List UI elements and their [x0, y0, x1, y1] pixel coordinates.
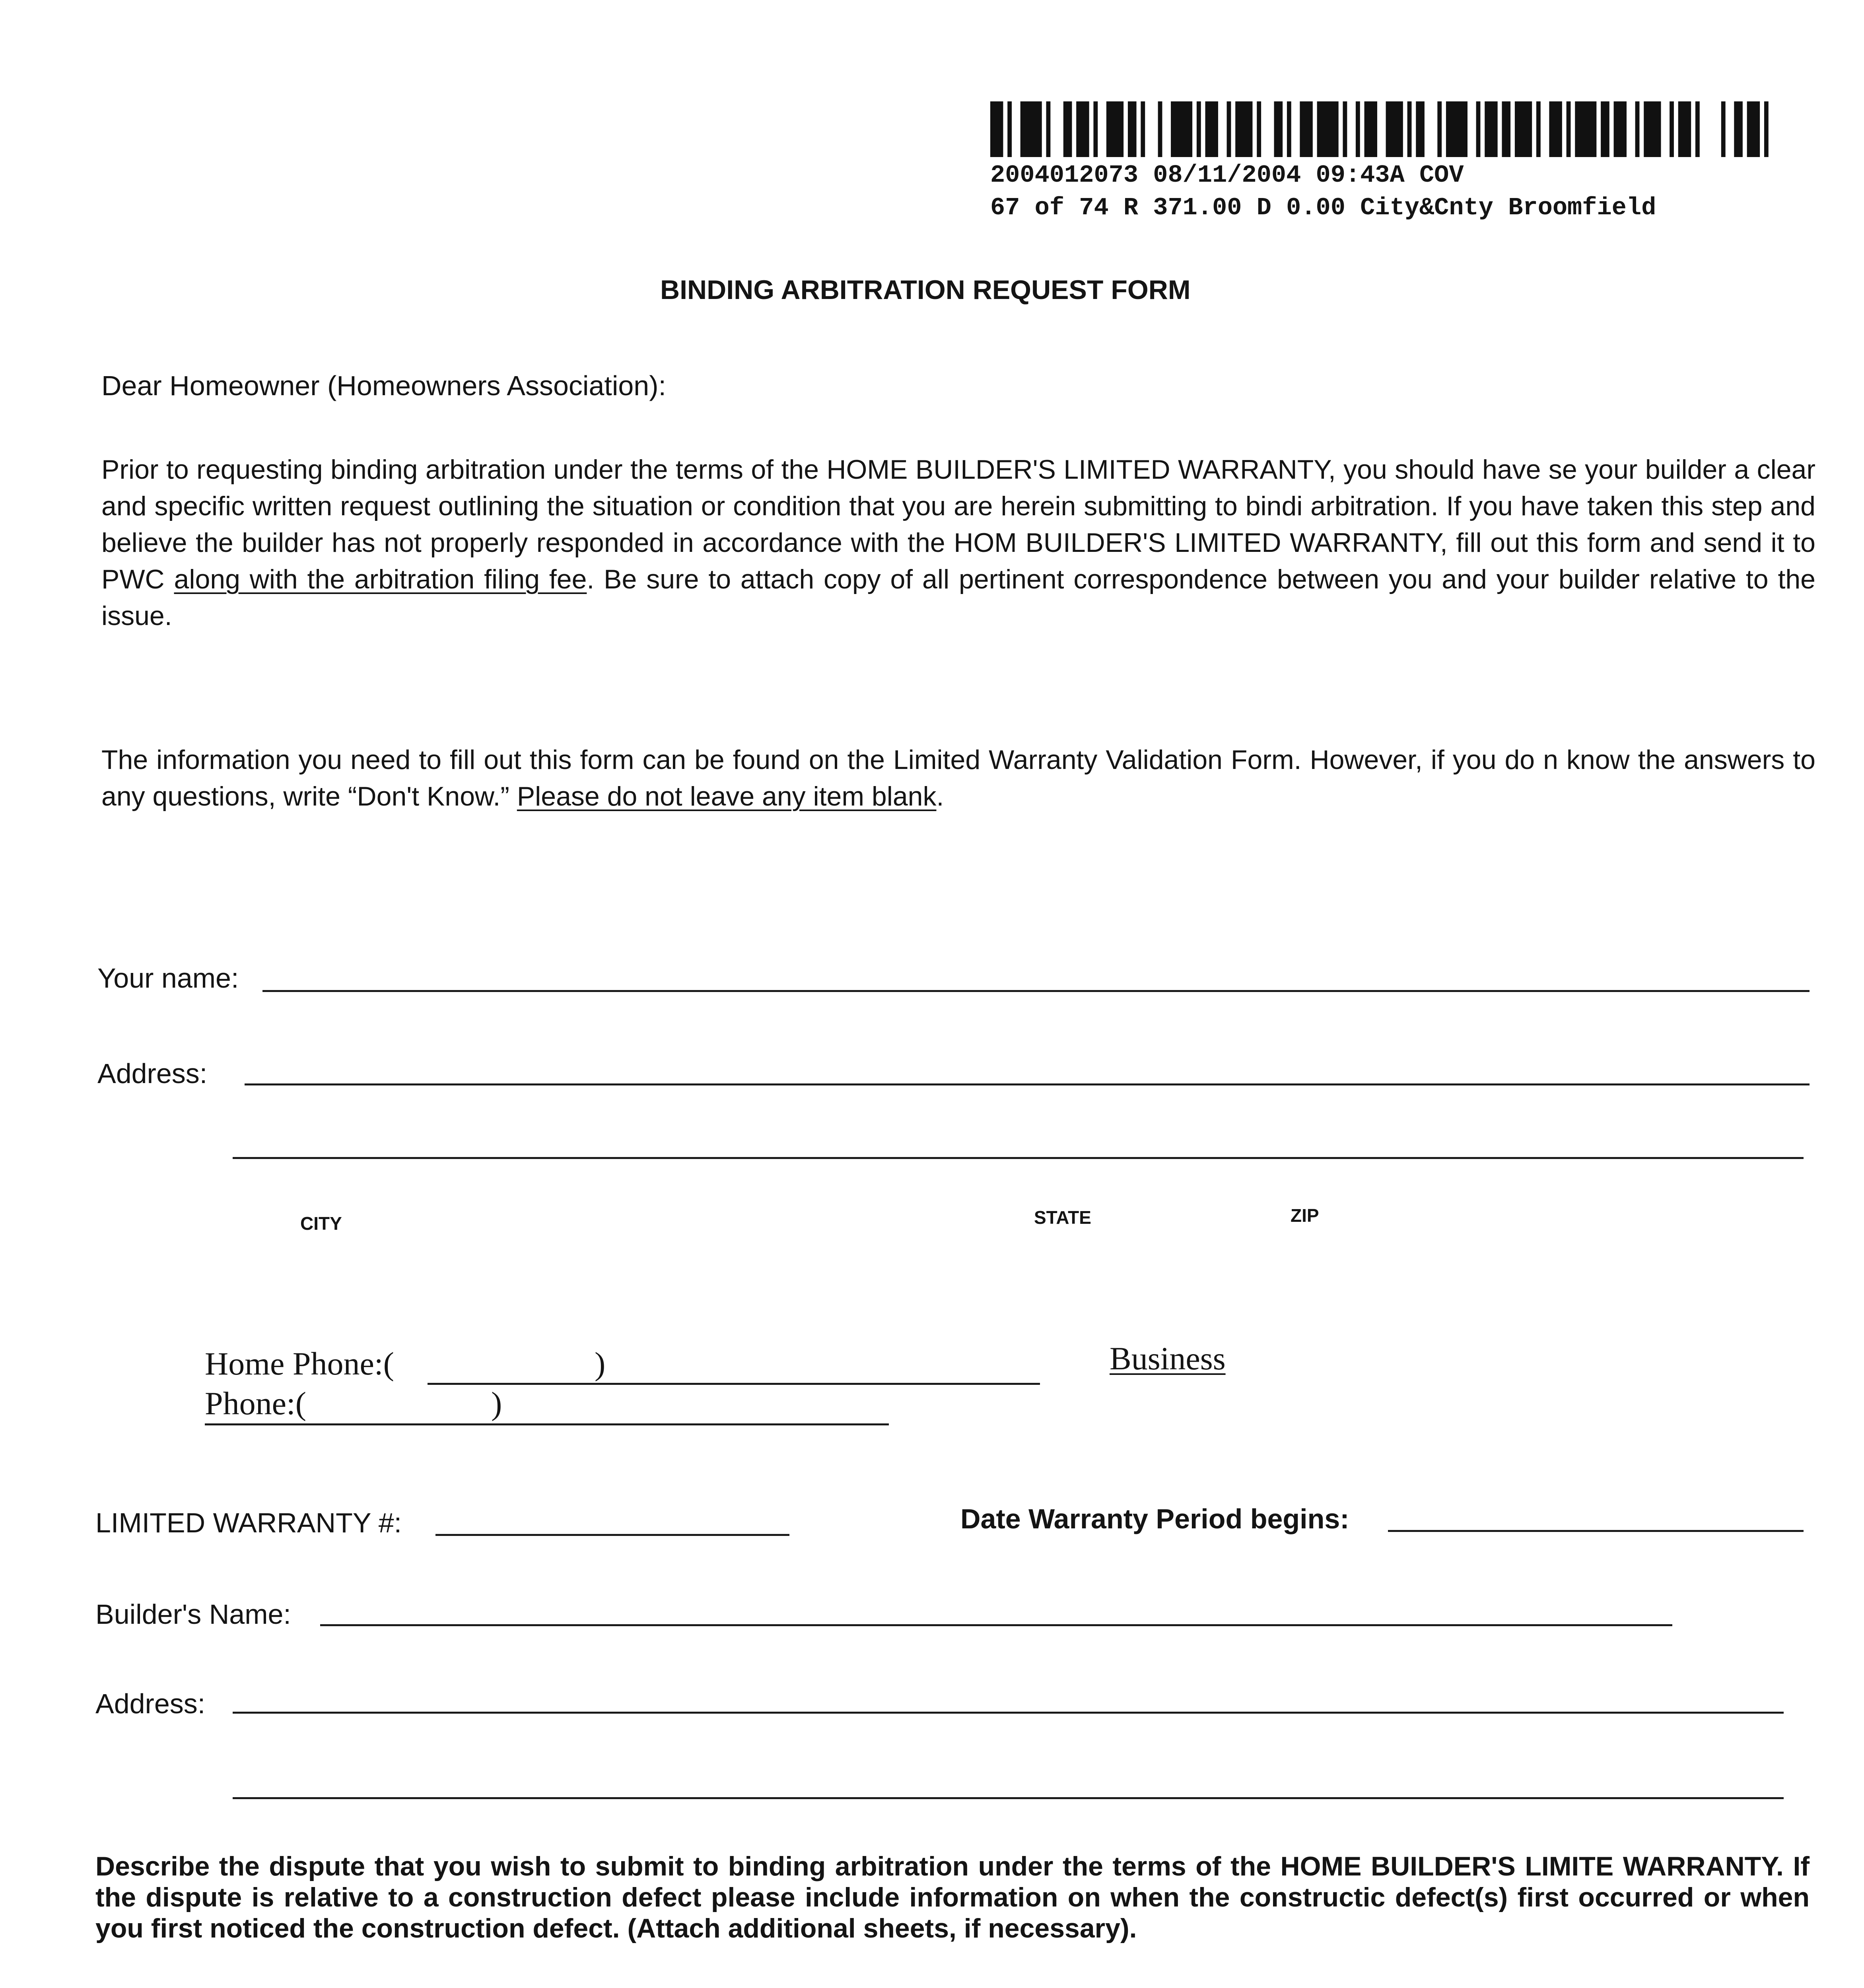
home-phone-close: ) [595, 1345, 606, 1382]
barcode-bar [1063, 101, 1072, 157]
information-text-1: The information you need to fill out this form can be found on the Limited Warranty Validation Form. However, if you do n know the answers to any questions, write “Don't Know.” [101, 745, 1815, 812]
barcode-bar [1274, 101, 1283, 157]
address-field[interactable] [245, 1083, 1810, 1085]
barcode-bar [1317, 101, 1339, 157]
filing-fee-note: along with the arbitration filing fee [174, 564, 587, 594]
instructions-paragraph [101, 451, 1815, 634]
barcode-bar [1227, 101, 1231, 157]
barcode-bar [1476, 101, 1481, 157]
barcode-bar [1171, 101, 1192, 157]
zip-label: ZIP [1291, 1205, 1319, 1226]
builder-address-line-2-field[interactable] [233, 1797, 1784, 1799]
home-phone-field[interactable] [603, 1383, 1040, 1385]
business-phone-field[interactable] [491, 1423, 889, 1425]
barcode-bar [1446, 101, 1467, 157]
barcode-bar [1141, 101, 1145, 157]
barcode-bar [1205, 101, 1218, 157]
builder-address-label: Address: [95, 1688, 206, 1719]
address-line-2-field[interactable] [233, 1157, 1804, 1159]
limited-warranty-field[interactable] [435, 1534, 789, 1536]
barcode-bar [1300, 101, 1312, 157]
barcode-bar [1721, 101, 1726, 157]
barcode-bar [1007, 101, 1012, 157]
business-label: Business [1110, 1340, 1226, 1376]
address-label: Address: [97, 1058, 208, 1089]
barcode-bar [1549, 101, 1562, 157]
barcode-bar [1093, 101, 1098, 157]
barcode-bar [1128, 101, 1137, 157]
barcode-bar [1515, 101, 1532, 157]
barcode-bar [1575, 101, 1596, 157]
barcode-bar [1343, 101, 1347, 157]
barcode-bar [1158, 101, 1162, 157]
barcode-bar [1356, 101, 1360, 157]
barcode-bar [1567, 101, 1571, 157]
barcode-bar [1407, 101, 1412, 157]
city-label: CITY [300, 1213, 342, 1234]
salutation: Dear Homeowner (Homeowners Association): [101, 370, 666, 401]
barcode-bar [1695, 101, 1700, 157]
barcode-bar [990, 101, 1003, 157]
builders-name-field[interactable] [320, 1624, 1672, 1626]
your-name-field[interactable] [262, 990, 1810, 992]
your-name-label: Your name: [97, 963, 239, 994]
barcode-bar [1386, 101, 1403, 157]
barcode-bar [1437, 101, 1442, 157]
describe-dispute-instructions: Describe the dispute that you wish to submit to binding arbitration under the terms of the HOME BUILDER'S LIMITE WARRANTY. If the dispute is relative to a construction defect please include information on when the constructic defect(s) first occurred or when you first noticed the construction defect. (Attach additional sheets, if necessary). [95, 1851, 1810, 1943]
barcode-bar [1670, 101, 1674, 157]
date-warranty-label: Date Warranty Period begins: [960, 1503, 1349, 1534]
barcode-bar [1485, 101, 1497, 157]
home-phone-label: Home Phone:( [205, 1345, 394, 1382]
form-title: BINDING ARBITRATION REQUEST FORM [660, 275, 1191, 305]
barcode-bar [1364, 101, 1377, 157]
state-label: STATE [1034, 1207, 1091, 1228]
instructions-text-1: Prior to requesting binding arbitration under the terms of the HOME BUILDER'S LIMITED WARRANTY, you should have se your builder a clear and specific written request outlining the situation or condition that you are herein submitting to bindi arbitration. If you have taken this step and believe the builder has not properly responded in accordance with the HOM BUILDER'S LIMITED WARRANTY, fill out this form and send it to PWC [101, 454, 1815, 594]
date-warranty-field[interactable] [1388, 1530, 1804, 1532]
limited-warranty-label: LIMITED WARRANTY #: [95, 1507, 402, 1538]
barcode-bar [1601, 101, 1609, 157]
barcode-bar [1416, 101, 1425, 157]
barcode-bar [1287, 101, 1291, 157]
barcode-bar [1235, 101, 1252, 157]
barcode-bar [1764, 101, 1769, 157]
barcode-bar [1678, 101, 1691, 157]
barcode-bar [1257, 101, 1261, 157]
barcode-bar [1747, 101, 1760, 157]
business-phone-line [205, 1384, 502, 1423]
barcode-bar [1734, 101, 1743, 157]
business-phone-close: ) [491, 1385, 502, 1421]
home-phone-area-field[interactable] [428, 1383, 603, 1385]
barcode-bar [1197, 101, 1201, 157]
recording-line-1: 2004012073 08/11/2004 09:43A COV [990, 161, 1464, 189]
barcode-bar [1020, 101, 1042, 157]
barcode-bar [1635, 101, 1640, 157]
no-blank-note: Please do not leave any item blank [517, 781, 937, 812]
barcode-bar [1046, 101, 1051, 157]
builder-address-field[interactable] [233, 1712, 1784, 1714]
barcode-bar [1536, 101, 1541, 157]
barcode-bar [1614, 101, 1627, 157]
recording-line-2: 67 of 74 R 371.00 D 0.00 City&Cnty Broomfield [990, 194, 1656, 222]
barcode-bar [1644, 101, 1661, 157]
information-paragraph [101, 742, 1815, 815]
builders-name-label: Builder's Name: [95, 1599, 291, 1630]
barcode-bar [1076, 101, 1089, 157]
business-phone-label: Phone:( [205, 1385, 307, 1421]
barcode-bar [1502, 101, 1510, 157]
barcode-image [990, 101, 1786, 157]
recording-stamp [990, 159, 1656, 224]
barcode-bar [1106, 101, 1123, 157]
instructions-text-2: . Be sure to attach copy of all pertinent correspondence between you and your builder relative to the issue. [101, 564, 1815, 631]
phone-section [205, 1344, 606, 1384]
information-text-2: . [936, 781, 944, 812]
business-phone-area-field[interactable] [205, 1423, 491, 1425]
